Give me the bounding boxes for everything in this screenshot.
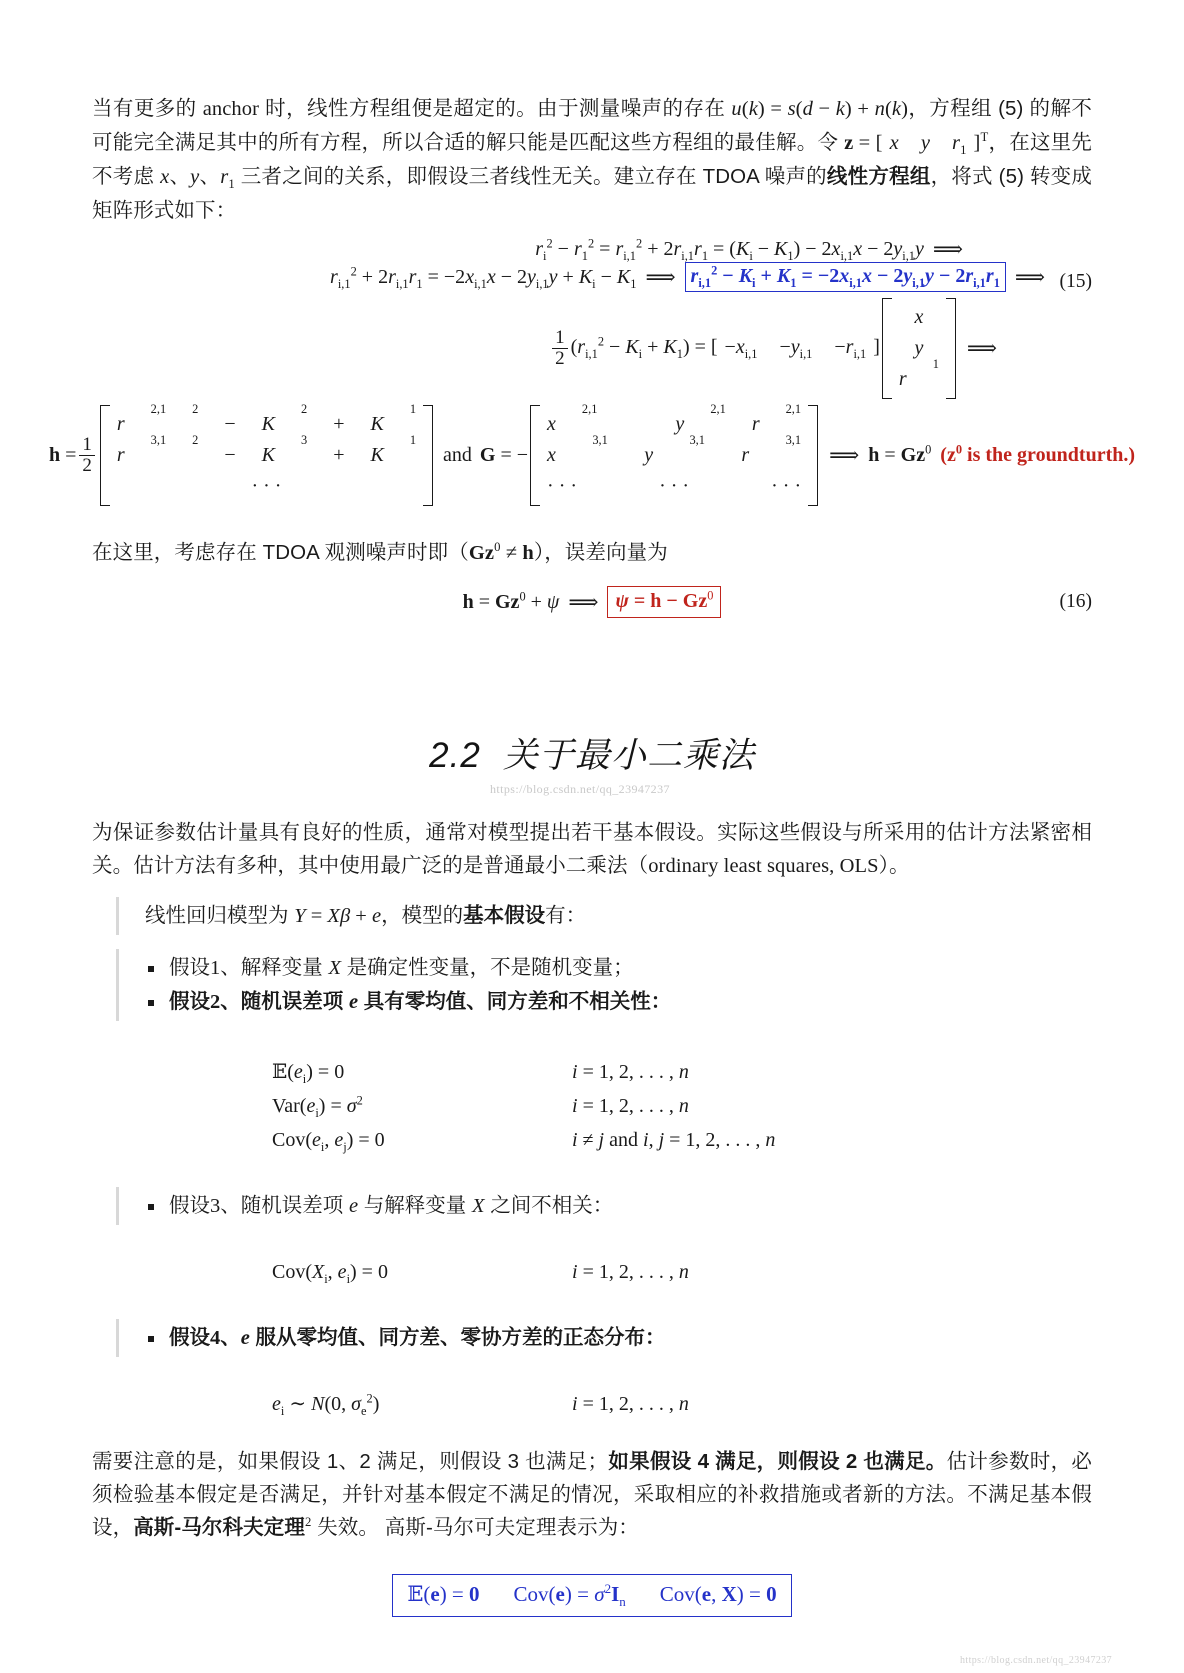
assumption-3-list xyxy=(145,1189,1092,1223)
equation-15-line-4: h = $\frac{1}{2}$ r 2,1 2 − K 2 + K 1 r 3,1 2 − K 3 + K 1 · · · and G = − x 2,1 y 2,1 r 2,1 x 3,1 y 3,1 r 3,1 · · · · · · · · · ⟹ $h = Gz^0$ ($z^0$ is the groundturth.) xyxy=(92,405,1092,506)
assumptions-list xyxy=(145,951,1092,1019)
expectation-equation: $𝔼(e_i) = 0$ xyxy=(272,1061,345,1086)
page-content xyxy=(48,92,1136,1617)
z-column-vector: x y r 1 xyxy=(882,298,956,399)
model-quote-suffix: 有： xyxy=(545,904,587,927)
model-quote-middle: ，模型的 xyxy=(381,904,464,927)
implies-arrow-1: ⟹ xyxy=(932,237,963,261)
intro-seg-3: 时，线性方程组便是超定的。由于测量噪声的存在 xyxy=(259,97,732,120)
intro-seg-1: 当有更多的 xyxy=(92,97,203,120)
groundtruth-note: ($z^0$ is the groundturth.) xyxy=(940,442,1136,466)
math-row xyxy=(272,1387,912,1421)
implies-arrow-5: ⟹ xyxy=(829,443,860,467)
intro-math-z: z = [ x y $r_1$ ]$^T$ xyxy=(844,130,989,158)
implies-arrow-3: ⟹ xyxy=(1014,264,1045,289)
equation-15-line-1: $r_i^2 - r_1^2 = r_{i,1}^2 + 2r_{i,1}r_1 = (K_i - K_1) - 2x_{i,1}x - 2y_{i,1}y$ ⟹ xyxy=(535,236,963,263)
one-half-fraction: $\frac{1}{2}$ xyxy=(552,328,568,369)
mid-seg-1: 在这里，考虑存在 TDOA 观测噪声时即（ xyxy=(92,541,469,564)
closing-seg-1: 需要注意的是，如果假设 1、2 满足，则假设 3 也满足； xyxy=(92,1450,609,1473)
intro-anchor-word: anchor xyxy=(202,98,260,120)
closing-seg-3: 失效。 高斯-马尔可夫定理表示为： xyxy=(311,1516,639,1539)
equation-16-line xyxy=(92,586,1092,618)
equation-16-boxed: ψ = h − Gz$^0$ xyxy=(607,586,721,618)
mid-paragraph xyxy=(92,536,1092,570)
closing-paragraph xyxy=(92,1445,1092,1544)
watermark-corner: https://blog.csdn.net/qq_23947237 xyxy=(960,1655,1113,1666)
footnote-marker: 2 xyxy=(304,1515,312,1530)
final-formula-wrap xyxy=(92,1574,1092,1617)
index-range-5: i = 1, 2, . . . , n xyxy=(572,1393,689,1415)
ols-line-1: 为保证参数估计量具有良好的性质，通常对模型提出若干基本假设。实际这些假设与所采用的估计方法紧密相关。 xyxy=(92,821,1092,877)
assumptions-1-2-block xyxy=(116,949,1092,1021)
assumption-4-math-group xyxy=(92,1387,1092,1421)
intro-seg-7: ，将式 (5) 转变成矩阵形式如下： xyxy=(92,165,1092,222)
closing-seg-2: 估计参数时，必须检验基本假定是否满足，并针对基本假定不满足的情况，采取相应的补救措施或者新的方法。不满足基本假设， xyxy=(92,1450,1093,1539)
covariance-equation: $Cov(e_i$, $e_j) = 0$ xyxy=(272,1129,385,1154)
index-range-3: i ≠ j and i, j = 1, 2, . . . , n xyxy=(572,1129,776,1151)
mid-seg-2: ），误差向量为 xyxy=(533,541,668,564)
implies-arrow-2: ⟹ xyxy=(645,264,676,289)
assumption-3-block xyxy=(116,1187,1092,1225)
variance-equation: $Var(e_i) = \sigma^2$ xyxy=(272,1093,363,1120)
closing-bold-1: 如果假设 4 满足，则假设 2 也满足。 xyxy=(608,1450,947,1473)
intro-seg-6: 三者之间的关系，即假设三者线性无关。建立存在 TDOA 噪声的 xyxy=(234,165,827,188)
final-part-3: Cov(e, X) = 0 xyxy=(659,1582,777,1606)
intro-math-uk: u(k) = s(d − k) + n(k) xyxy=(731,98,909,120)
assumption-1-text: 假设1、解释变量 X 是确定性变量，不是随机变量； xyxy=(169,956,634,979)
assumption-3-item xyxy=(145,1189,1092,1223)
assumption-4-list xyxy=(145,1321,1092,1355)
assumption-4-block xyxy=(116,1319,1092,1357)
final-part-2: $Cov(e) = \sigma^2I_n$ xyxy=(513,1581,626,1610)
h-equals-Gz: $h = Gz^0$ xyxy=(868,442,932,466)
section-title-text: 关于最小二乘法 xyxy=(502,736,755,775)
math-row xyxy=(272,1123,912,1157)
intro-bold-linear-eqs: 线性方程组 xyxy=(826,165,931,188)
implies-arrow-6: ⟹ xyxy=(568,589,599,614)
final-part-1: 𝔼(e) = 0 xyxy=(407,1582,480,1606)
model-quote-prefix: 线性回归模型为 xyxy=(145,904,295,927)
equation-15-line-3: $\frac{1}{2}$ $(r_{i,1}^2 - K_i + K_1)$ = [ $-x_{i,1} -y_{i,1} -r_{i,1}$ ] x y r 1 ⟹ (15) xyxy=(92,298,1092,399)
assumption-2-text: 假设2、随机误差项 e 具有零均值、同方差和不相关性： xyxy=(169,990,672,1013)
h-column-vector: r 2,1 2 − K 2 + K 1 r 3,1 2 − K 3 + K 1 · · · xyxy=(100,405,433,506)
ols-paragraph xyxy=(92,816,1092,883)
math-row xyxy=(272,1089,912,1123)
intro-paragraph xyxy=(92,92,1092,227)
intro-seg-5: ，在这里先不考虑 xyxy=(92,131,1092,188)
and-word: and xyxy=(443,444,472,466)
gauss-markov-formula-box xyxy=(392,1574,791,1617)
assumption-3-text: 假设3、随机误差项 e 与解释变量 X 之间不相关： xyxy=(169,1194,614,1217)
assumption-4-item xyxy=(145,1321,1092,1355)
cov-X-e-equation: $Cov(X_i$, $e_i) = 0$ xyxy=(272,1261,388,1286)
mid-math-gz: $Gz^0 \ne h$ xyxy=(468,540,534,564)
ols-english-term: ordinary least squares, OLS xyxy=(648,855,879,877)
math-row xyxy=(272,1055,912,1089)
assumption-2-item xyxy=(145,985,1092,1019)
normal-distribution-equation: $e_i$ ∼ N(0, $\sigma_e^2$) xyxy=(272,1391,380,1418)
equation-15-block xyxy=(48,236,1136,506)
math-row xyxy=(272,1255,912,1289)
closing-bold-2: 高斯-马尔科夫定理 xyxy=(133,1516,305,1539)
section-heading xyxy=(92,728,1092,778)
watermark-main: https://blog.csdn.net/qq_23947237 xyxy=(490,782,670,796)
model-quote-math: Y = Xβ + e xyxy=(294,905,382,927)
ols-line-2c: ）。 xyxy=(878,854,910,877)
intro-seg-4: ，方程组 (5) 的解不可能完全满足其中的所有方程，所以合适的解只能是匹配这些方程组的最佳解。令 xyxy=(92,97,1092,154)
ols-line-2a: 估计方法有多种，其中使用最广泛的是普通最小二乘法（ xyxy=(133,854,649,877)
equation-16-number: (16) xyxy=(1059,591,1092,612)
equation-16-block xyxy=(92,586,1092,618)
index-range-4: i = 1, 2, . . . , n xyxy=(572,1261,689,1283)
assumption-1-item xyxy=(145,951,1092,985)
implies-arrow-4: ⟹ xyxy=(966,336,997,360)
intro-math-xyr: x、y、$r_1$ xyxy=(160,166,235,192)
equation-15-number: (15) xyxy=(1059,271,1092,292)
assumption-2-math-group xyxy=(92,1055,1092,1157)
G-matrix: x 2,1 y 2,1 r 2,1 x 3,1 y 3,1 r 3,1 · · · · · · · · · xyxy=(530,405,818,506)
index-range-1: i = 1, 2, . . . , n xyxy=(572,1061,689,1083)
equation-15-line-2: $r_{i,1}^2 + 2r_{i,1}r_1 = -2x_{i,1}x - 2y_{i,1}y + K_i - K_1$ ⟹ $r_{i,1}^2 - K_i + K_1 = -2x_{i,1}x - 2y_{i,1}y - 2r_{i,1}r_1$ ⟹ xyxy=(330,263,1045,291)
equation-16-left: $h = Gz^0 + \psi$ xyxy=(462,588,560,613)
model-quote-bold: 基本假设 xyxy=(463,904,546,927)
one-half-fraction-2: $\frac{1}{2}$ xyxy=(79,435,95,476)
model-quote-block xyxy=(116,897,1092,935)
assumption-3-math-group xyxy=(92,1255,1092,1289)
equation-15-boxed-line: $r_{i,1}^2 - K_i + K_1 = -2x_{i,1}x - 2y_{i,1}y - 2r_{i,1}r_1$ xyxy=(685,262,1006,292)
index-range-2: i = 1, 2, . . . , n xyxy=(572,1095,689,1117)
assumption-4-text: 假设4、e 服从零均值、同方差、零协方差的正态分布： xyxy=(169,1326,666,1349)
section-number: 2.2 xyxy=(429,736,481,775)
